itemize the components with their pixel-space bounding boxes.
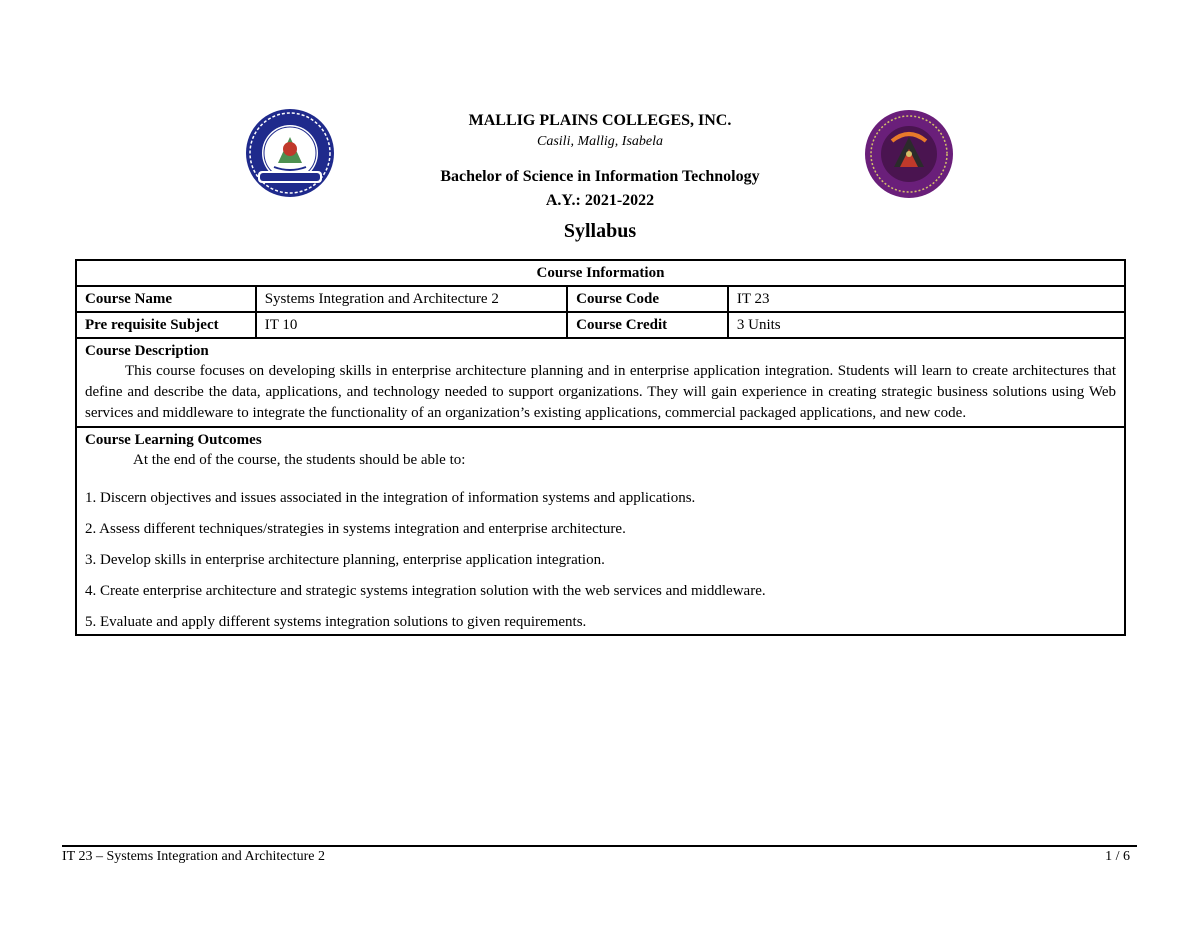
page-number: 1 / 6: [1105, 849, 1130, 864]
course-name-label: Course Name: [76, 286, 256, 312]
list-item: 4. Create enterprise architecture and strategic systems integration solution with the web services and middleware.: [85, 583, 766, 599]
footer-divider: [62, 845, 1137, 847]
table-header-row: [76, 260, 1125, 286]
academic-year: A.Y.: 2021-2022: [545, 192, 655, 209]
course-code-label: Course Code: [567, 286, 728, 312]
document-title: Syllabus: [563, 220, 637, 242]
college-name: MALLIG PLAINS COLLEGES, INC.: [468, 112, 732, 129]
college-address: Casili, Mallig, Isabela: [537, 134, 663, 149]
course-description-cell: [76, 338, 1125, 427]
list-item: 1. Discern objectives and issues associated in the integration of information systems and applications.: [85, 490, 696, 506]
program-name: Bachelor of Science in Information Technology: [440, 168, 760, 185]
table-row: [76, 312, 1125, 338]
document-header: [300, 110, 900, 244]
course-name-value: Systems Integration and Architecture 2: [256, 286, 567, 312]
table-row: [76, 338, 1125, 427]
course-description-heading: Course Description: [85, 343, 209, 359]
learning-outcomes-heading: Course Learning Outcomes: [85, 432, 262, 448]
table-row: [76, 286, 1125, 312]
list-item: 3. Develop skills in enterprise architecture planning, enterprise application integration.: [85, 552, 605, 568]
learning-outcomes-cell: [76, 427, 1125, 635]
course-description-text: This course focuses on developing skills in enterprise architecture planning and in enterprise application integration. Students will learn to create architectures that define and describe the data, applications, and technology needed to support organizations. They will gain experience in creating strategic business solutions using Web services and middleware to integrate the functionality of an organization’s existing applications, commercial packaged applications, and new code.: [85, 363, 1116, 421]
course-info-table: [75, 259, 1126, 636]
table-row: [76, 427, 1125, 635]
course-code-value: IT 23: [728, 286, 1125, 312]
learning-outcomes-intro: At the end of the course, the students should be able to:: [133, 452, 466, 468]
list-item: 5. Evaluate and apply different systems integration solutions to given requirements.: [85, 614, 587, 630]
footer-course-title: IT 23 – Systems Integration and Architecture 2: [62, 849, 325, 864]
prereq-value: IT 10: [256, 312, 567, 338]
course-info-heading: Course Information: [76, 260, 1125, 286]
course-credit-label: Course Credit: [567, 312, 728, 338]
list-item: 2. Assess different techniques/strategies in systems integration and enterprise architecture.: [85, 521, 626, 537]
course-credit-value: 3 Units: [728, 312, 1125, 338]
prereq-label: Pre requisite Subject: [76, 312, 256, 338]
